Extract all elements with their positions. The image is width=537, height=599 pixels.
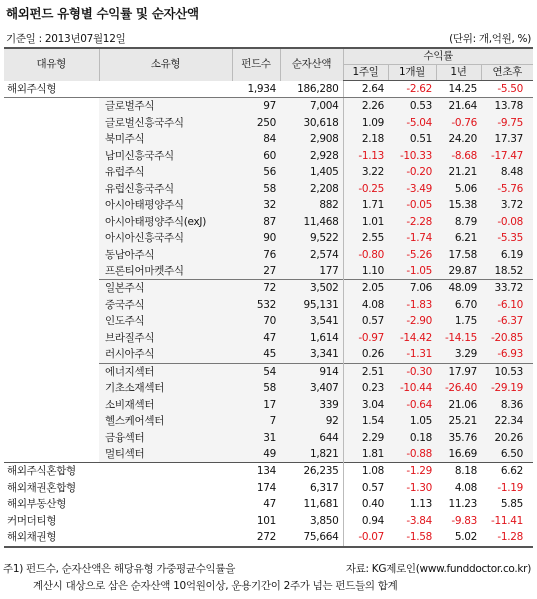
return-1m-cell: -0.64 [388, 397, 436, 413]
major-type-cell: 해외채권형 [4, 529, 99, 546]
fund-count-cell: 76 [232, 247, 280, 263]
net-assets-cell: 2,908 [280, 131, 343, 147]
return-1m-cell: 0.18 [388, 430, 436, 446]
minor-type-cell: 아시아태평양주식(exJ) [99, 214, 232, 230]
return-1m-cell: -1.83 [388, 297, 436, 313]
minor-type-cell: 헬스케어섹터 [99, 413, 232, 429]
return-1w-cell: 1.71 [343, 197, 388, 213]
table-row [4, 313, 533, 329]
fund-count-cell: 47 [232, 330, 280, 346]
table-row [4, 280, 533, 297]
net-assets-cell: 2,574 [280, 247, 343, 263]
major-type-cell [4, 446, 99, 463]
return-1w-cell: 0.94 [343, 513, 388, 529]
table-row [4, 98, 533, 115]
header-1-month: 1개월 [388, 65, 436, 81]
base-date: 기준일 : 2013년07월12일 [6, 33, 126, 45]
minor-type-cell [99, 513, 232, 529]
fund-count-cell: 532 [232, 297, 280, 313]
minor-type-cell: 러시아주식 [99, 346, 232, 363]
return-1w-cell: -1.13 [343, 148, 388, 164]
return-1m-cell: 0.53 [388, 98, 436, 115]
fund-count-cell: 87 [232, 214, 280, 230]
fund-count-cell: 97 [232, 98, 280, 115]
table-row [4, 363, 533, 380]
table-row [4, 214, 533, 230]
minor-type-cell: 멀티섹터 [99, 446, 232, 463]
major-type-cell [4, 346, 99, 363]
minor-type-cell: 유럽신흥국주식 [99, 181, 232, 197]
return-1y-cell: 16.69 [436, 446, 481, 463]
net-assets-cell: 1,405 [280, 164, 343, 180]
return-1y-cell: 14.25 [436, 81, 481, 98]
return-1m-cell: -0.88 [388, 446, 436, 463]
return-1y-cell: 1.75 [436, 313, 481, 329]
return-ytd-cell: 13.78 [481, 98, 533, 115]
return-1w-cell: 2.55 [343, 230, 388, 246]
return-1m-cell: -3.49 [388, 181, 436, 197]
return-ytd-cell: 8.36 [481, 397, 533, 413]
fund-count-cell: 58 [232, 380, 280, 396]
major-type-cell [4, 131, 99, 147]
return-1m-cell: 1.05 [388, 413, 436, 429]
return-1y-cell: 6.70 [436, 297, 481, 313]
fund-count-cell: 272 [232, 529, 280, 546]
minor-type-cell: 프론티어마켓주식 [99, 263, 232, 280]
minor-type-cell: 유럽주식 [99, 164, 232, 180]
net-assets-cell: 6,317 [309, 481, 339, 494]
return-1w-cell: -0.07 [343, 529, 388, 546]
return-1y-cell: 29.87 [436, 263, 481, 280]
header-minor-type: 소유형 [99, 48, 232, 81]
net-assets-cell: 26,235 [280, 463, 343, 480]
table-row [4, 230, 533, 246]
major-type-cell [4, 380, 99, 396]
return-ytd-cell: 8.48 [481, 164, 533, 180]
return-ytd-cell: 10.53 [481, 363, 533, 380]
return-1y-cell: 24.20 [436, 131, 481, 147]
return-1m-cell: -5.26 [388, 247, 436, 263]
return-1y-cell: 5.02 [436, 529, 481, 546]
return-ytd-cell: 5.85 [500, 498, 524, 511]
return-1y-cell: 21.21 [436, 164, 481, 180]
minor-type-cell: 북미주식 [99, 131, 232, 147]
major-type-cell [4, 115, 99, 131]
major-type-cell [4, 98, 99, 115]
minor-type-cell: 일본주식 [99, 280, 232, 297]
table-row [4, 263, 533, 280]
net-assets-cell: 2,208 [280, 181, 343, 197]
return-1m-cell: -1.30 [406, 481, 432, 494]
header-net-assets: 순자산액 [280, 48, 343, 81]
return-1w-cell: 0.57 [343, 480, 388, 496]
return-1m-cell: -2.62 [388, 81, 436, 98]
major-type-cell [4, 430, 99, 446]
minor-type-cell: 글로벌주식 [99, 98, 232, 115]
return-1w-cell: 1.54 [343, 413, 388, 429]
fund-count-cell: 101 [256, 514, 276, 527]
minor-type-cell [99, 529, 232, 546]
fund-count-cell: 72 [232, 280, 280, 297]
return-1w-cell: 2.05 [343, 280, 388, 297]
major-type-cell [4, 413, 99, 429]
major-type-cell [4, 280, 99, 297]
major-type-cell: 해외주식혼합형 [4, 463, 99, 480]
return-1w-cell: 3.22 [343, 164, 388, 180]
unit-label: (단위: 개,억원, %) [449, 33, 531, 45]
minor-type-cell: 글로벌신흥국주식 [99, 115, 232, 131]
table-row [4, 380, 533, 396]
minor-type-cell: 동남아주식 [99, 247, 232, 263]
fund-count-cell: 56 [232, 164, 280, 180]
return-ytd-cell: -0.08 [481, 214, 533, 230]
return-ytd-cell: -17.47 [481, 148, 533, 164]
fund-count-cell: 1,934 [232, 81, 280, 98]
return-1y-cell: 11.23 [448, 498, 477, 511]
return-1y-cell: 48.09 [436, 280, 481, 297]
return-1w-cell: 0.23 [343, 380, 388, 396]
minor-type-cell: 금융섹터 [99, 430, 232, 446]
return-1w-cell: 1.10 [343, 263, 388, 280]
return-1m-cell: -1.29 [388, 463, 436, 480]
return-1w-cell: 2.29 [343, 430, 388, 446]
return-1y-cell: -8.68 [436, 148, 481, 164]
return-ytd-cell: 6.50 [481, 446, 533, 463]
return-1y-cell: 8.18 [436, 463, 481, 480]
return-1w-cell: -0.80 [343, 247, 388, 263]
minor-type-cell [99, 81, 232, 98]
table-row [4, 513, 533, 529]
major-type-cell [4, 164, 99, 180]
return-ytd-cell: -1.19 [497, 481, 524, 494]
table-row [4, 81, 533, 98]
return-1y-cell: -26.40 [436, 380, 481, 396]
return-1w-cell: 0.26 [343, 346, 388, 363]
major-type-cell [4, 197, 99, 213]
return-ytd-cell: 6.62 [481, 463, 533, 480]
fund-count-cell: 84 [232, 131, 280, 147]
fund-count-cell: 58 [232, 181, 280, 197]
table-row [4, 430, 533, 446]
major-type-cell [4, 297, 99, 313]
table-row [4, 181, 533, 197]
return-ytd-cell: 18.52 [481, 263, 533, 280]
minor-type-cell [99, 463, 232, 480]
net-assets-cell: 3,541 [280, 313, 343, 329]
major-type-cell [4, 363, 99, 380]
minor-type-cell: 소비재섹터 [99, 397, 232, 413]
return-ytd-cell: -5.76 [481, 181, 533, 197]
page-title: 해외펀드 유형별 수익률 및 순자산액 [6, 6, 199, 21]
minor-type-cell: 남미신흥국주식 [99, 148, 232, 164]
return-1w-cell: 2.51 [343, 363, 388, 380]
footnote-2: 계산시 대상으로 삼은 순자산액 10억원이상, 운용기간이 2주가 넘는 펀드들의 합계 [33, 580, 398, 592]
return-ytd-cell: -5.35 [481, 230, 533, 246]
net-assets-cell: 3,407 [280, 380, 343, 396]
fund-count-cell: 54 [232, 363, 280, 380]
return-ytd-cell: -6.37 [481, 313, 533, 329]
major-type-cell [4, 181, 99, 197]
table-row [4, 197, 533, 213]
minor-type-cell: 아시아신흥국주식 [99, 230, 232, 246]
table-row [4, 529, 533, 546]
table-row [4, 413, 533, 429]
fund-count-cell: 70 [232, 313, 280, 329]
return-1m-cell: 1.13 [409, 498, 432, 511]
return-1m-cell: -2.28 [388, 214, 436, 230]
minor-type-cell: 기초소재섹터 [99, 380, 232, 396]
return-ytd-cell: -1.28 [481, 529, 533, 546]
return-ytd-cell: 17.37 [481, 131, 533, 147]
return-1w-cell: -0.97 [343, 330, 388, 346]
major-type-cell [4, 247, 99, 263]
header-major-type: 대유형 [4, 48, 99, 81]
return-1w-cell: 2.26 [343, 98, 388, 115]
fund-count-cell: 60 [232, 148, 280, 164]
fund-count-cell: 31 [232, 430, 280, 446]
minor-type-cell [99, 496, 232, 512]
return-1m-cell: -10.33 [388, 148, 436, 164]
net-assets-cell: 7,004 [280, 98, 343, 115]
minor-type-cell: 아시아태평양주식 [99, 197, 232, 213]
major-type-cell [4, 263, 99, 280]
table-row [4, 496, 533, 512]
net-assets-cell: 914 [280, 363, 343, 380]
major-type-cell [4, 214, 99, 230]
table-row [4, 297, 533, 313]
return-1y-cell: 25.21 [436, 413, 481, 429]
minor-type-cell: 중국주식 [99, 297, 232, 313]
return-ytd-cell: 3.72 [481, 197, 533, 213]
return-ytd-cell: -29.19 [481, 380, 533, 396]
major-type-cell: 커머더티형 [7, 514, 57, 527]
table-row [4, 131, 533, 147]
header-fund-count: 펀드수 [232, 48, 280, 81]
table-row [4, 346, 533, 363]
table-row [4, 148, 533, 164]
table-row [4, 330, 533, 346]
return-1y-cell: 17.97 [436, 363, 481, 380]
fund-count-cell: 134 [232, 463, 280, 480]
header-1-year: 1년 [436, 65, 481, 81]
return-1y-cell: 21.64 [436, 98, 481, 115]
return-1w-cell: 2.64 [343, 81, 388, 98]
return-ytd-cell: 20.26 [481, 430, 533, 446]
net-assets-cell: 1,821 [280, 446, 343, 463]
table-row [4, 164, 533, 180]
header-1-week: 1주일 [343, 65, 388, 81]
major-type-cell [4, 397, 99, 413]
return-ytd-cell: 33.72 [481, 280, 533, 297]
return-ytd-cell: -5.50 [481, 81, 533, 98]
major-type-cell [4, 230, 99, 246]
fund-count-cell: 7 [232, 413, 280, 429]
minor-type-cell [99, 480, 232, 496]
fund-count-cell: 174 [256, 481, 276, 494]
fund-count-cell: 32 [232, 197, 280, 213]
net-assets-cell: 882 [280, 197, 343, 213]
major-type-cell: 해외채권혼합형 [7, 481, 76, 494]
return-1y-cell: 15.38 [436, 197, 481, 213]
return-1y-cell: 3.29 [436, 346, 481, 363]
return-1y-cell: 21.06 [436, 397, 481, 413]
return-1w-cell: 1.81 [343, 446, 388, 463]
return-1m-cell: -1.74 [388, 230, 436, 246]
return-1m-cell: -10.44 [388, 380, 436, 396]
return-ytd-cell: 22.34 [481, 413, 533, 429]
return-1y-cell: -14.15 [436, 330, 481, 346]
return-1m-cell: 7.06 [388, 280, 436, 297]
net-assets-cell: 177 [280, 263, 343, 280]
fund-returns-table [4, 47, 533, 548]
return-1w-cell: 1.01 [343, 214, 388, 230]
table-row [4, 480, 533, 496]
table-row [4, 397, 533, 413]
return-1m-cell: -0.05 [388, 197, 436, 213]
net-assets-cell: 75,664 [280, 529, 343, 546]
return-1m-cell: -1.05 [388, 263, 436, 280]
net-assets-cell: 3,502 [280, 280, 343, 297]
net-assets-cell: 30,618 [280, 115, 343, 131]
source-label: 자료: KG제로인(www.funddoctor.co.kr) [345, 563, 531, 575]
net-assets-cell: 339 [280, 397, 343, 413]
fund-count-cell: 47 [263, 498, 276, 511]
return-1m-cell: -5.04 [388, 115, 436, 131]
fund-count-cell: 27 [232, 263, 280, 280]
return-1w-cell: 1.09 [343, 115, 388, 131]
net-assets-cell: 3,341 [280, 346, 343, 363]
major-type-cell [4, 330, 99, 346]
return-1m-cell: -1.58 [388, 529, 436, 546]
fund-count-cell: 17 [232, 397, 280, 413]
return-1w-cell: 2.18 [343, 131, 388, 147]
return-1m-cell: -14.42 [388, 330, 436, 346]
net-assets-cell: 2,928 [280, 148, 343, 164]
major-type-cell: 해외주식형 [4, 81, 99, 98]
net-assets-cell: 9,522 [280, 230, 343, 246]
net-assets-cell: 3,850 [309, 514, 339, 527]
fund-count-cell: 49 [232, 446, 280, 463]
footnote-1: 주1) 펀드수, 순자산액은 해당유형 가중평균수익률을 [3, 563, 236, 575]
return-1w-cell: 0.40 [343, 496, 388, 512]
fund-count-cell: 250 [232, 115, 280, 131]
return-1m-cell: -0.30 [388, 363, 436, 380]
net-assets-cell: 186,280 [280, 81, 343, 98]
return-1y-cell: -9.83 [451, 514, 477, 527]
fund-count-cell: 90 [232, 230, 280, 246]
net-assets-cell: 11,468 [280, 214, 343, 230]
return-1y-cell: 17.58 [436, 247, 481, 263]
return-1m-cell: -1.31 [388, 346, 436, 363]
return-1w-cell: 4.08 [343, 297, 388, 313]
table-row [4, 446, 533, 463]
minor-type-cell: 에너지섹터 [99, 363, 232, 380]
return-1w-cell: 0.57 [343, 313, 388, 329]
net-assets-cell: 644 [280, 430, 343, 446]
major-type-cell: 해외부동산형 [7, 498, 67, 511]
table-body [4, 81, 533, 547]
return-ytd-cell: 6.19 [481, 247, 533, 263]
return-1w-cell: 3.04 [343, 397, 388, 413]
net-assets-cell: 92 [280, 413, 343, 429]
major-type-cell [4, 313, 99, 329]
return-1y-cell: 6.21 [436, 230, 481, 246]
major-type-cell [4, 148, 99, 164]
return-1y-cell: 4.08 [454, 481, 477, 494]
return-1w-cell: 1.08 [343, 463, 388, 480]
return-1m-cell: -0.20 [388, 164, 436, 180]
net-assets-cell: 11,681 [303, 498, 339, 511]
net-assets-cell: 95,131 [280, 297, 343, 313]
return-ytd-cell: -11.41 [490, 514, 524, 527]
return-1m-cell: -2.90 [388, 313, 436, 329]
header-returns-group: 수익률 [343, 48, 533, 65]
table-row [4, 115, 533, 131]
return-1w-cell: -0.25 [343, 181, 388, 197]
return-1m-cell: -3.84 [406, 514, 432, 527]
return-ytd-cell: -6.93 [481, 346, 533, 363]
return-1y-cell: 35.76 [436, 430, 481, 446]
table-row [4, 247, 533, 263]
return-1y-cell: -0.76 [436, 115, 481, 131]
return-1y-cell: 8.79 [436, 214, 481, 230]
table-row [4, 463, 533, 480]
return-1y-cell: 5.06 [436, 181, 481, 197]
return-ytd-cell: -9.75 [481, 115, 533, 131]
return-ytd-cell: -20.85 [481, 330, 533, 346]
minor-type-cell: 인도주식 [99, 313, 232, 329]
net-assets-cell: 1,614 [280, 330, 343, 346]
return-ytd-cell: -6.10 [481, 297, 533, 313]
minor-type-cell: 브라질주식 [99, 330, 232, 346]
fund-count-cell: 45 [232, 346, 280, 363]
return-1m-cell: 0.51 [388, 131, 436, 147]
header-ytd: 연초후 [481, 65, 533, 81]
